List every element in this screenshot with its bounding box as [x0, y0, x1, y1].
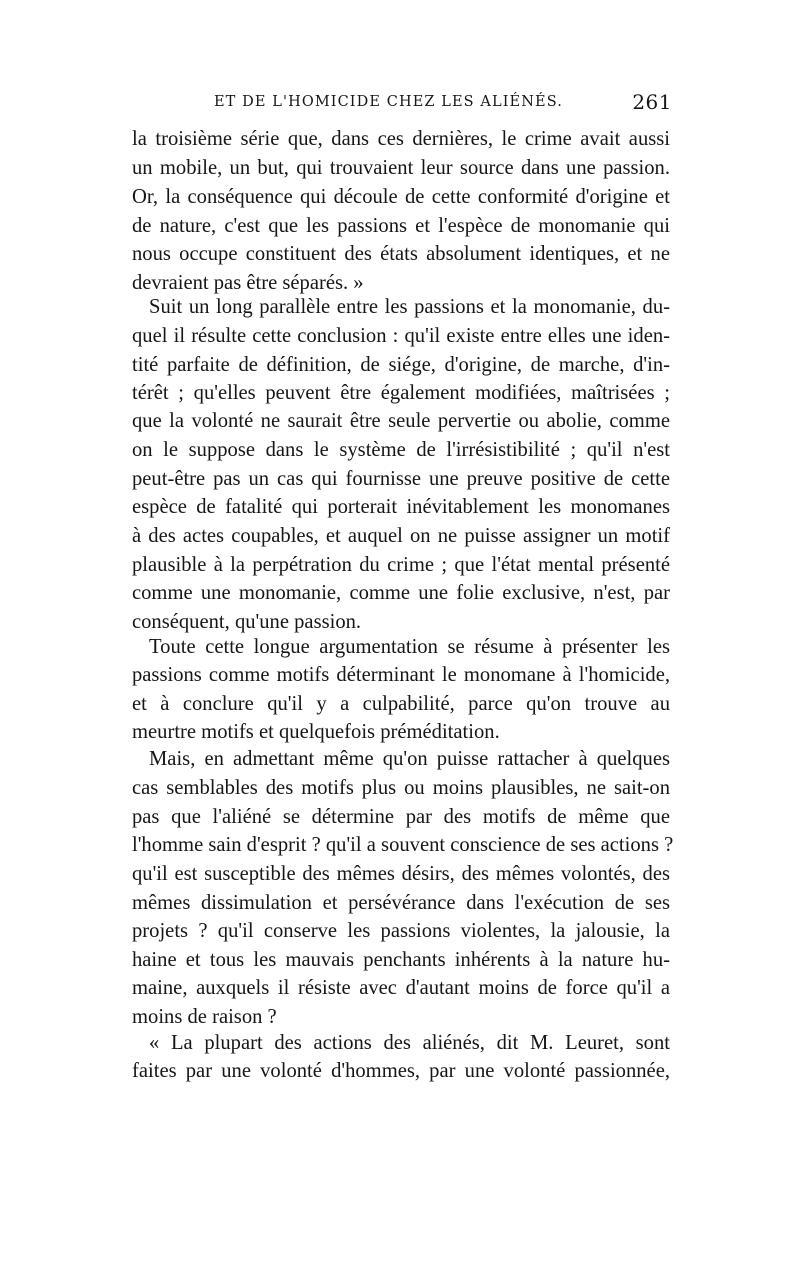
- text-line: passions comme motifs déterminant le monomane à l'homicide,: [132, 664, 670, 686]
- text-line: nous occupe constituent des états absolument identiques, et ne: [132, 243, 670, 265]
- text-line: pas que l'aliéné se détermine par des motifs de même que: [132, 806, 670, 828]
- text-line: la troisième série que, dans ces dernières, le crime avait aussi: [132, 128, 670, 150]
- text-line: l'homme sain d'esprit ? qu'il a souvent conscience de ses actions ?: [132, 834, 674, 856]
- text-line: quel il résulte cette conclusion : qu'il existe entre elles une iden-: [132, 325, 670, 347]
- paragraph-first-line: « La plupart des actions des aliénés, dit M. Leuret, sont: [149, 1032, 670, 1054]
- text-line: tité parfaite de définition, de siége, d'origine, de marche, d'in-: [132, 354, 670, 376]
- paragraph-first-line: Toute cette longue argumentation se résume à présenter les: [149, 636, 670, 658]
- text-line: maine, auxquels il résiste avec d'autant moins de force qu'il a: [132, 977, 670, 999]
- text-line: qu'il est susceptible des mêmes désirs, des mêmes volontés, des: [132, 863, 670, 885]
- text-line: haine et tous les mauvais penchants inhérents à la nature hu-: [132, 949, 670, 971]
- text-line: à des actes coupables, et auquel on ne puisse assigner un motif: [132, 525, 670, 547]
- running-title: ET DE L'HOMICIDE CHEZ LES ALIÉNÉS.: [214, 94, 563, 110]
- text-line: espèce de fatalité qui porterait inévitablement les monomanes: [132, 496, 670, 518]
- text-line: mêmes dissimulation et persévérance dans l'exécution de ses: [132, 892, 670, 914]
- text-line: peut-être pas un cas qui fournisse une preuve positive de cette: [132, 468, 670, 490]
- page-header: [132, 90, 672, 120]
- paragraph-first-line: Mais, en admettant même qu'on puisse rattacher à quelques: [149, 748, 670, 770]
- text-line: un mobile, un but, qui trouvaient leur source dans une passion.: [132, 157, 670, 179]
- text-line: de nature, c'est que les passions et l'espèce de monomanie qui: [132, 215, 670, 237]
- paragraph-first-line: Suit un long parallèle entre les passions et la monomanie, du-: [149, 296, 670, 318]
- paragraph-end-line: devraient pas être séparés. »: [132, 272, 364, 294]
- text-line: que la volonté ne saurait être seule pervertie ou abolie, comme: [132, 410, 670, 432]
- text-line: comme une monomanie, comme une folie exclusive, n'est, par: [132, 582, 670, 604]
- text-line: et à conclure qu'il y a culpabilité, parce qu'on trouve au: [132, 693, 670, 715]
- text-line: térêt ; qu'elles peuvent être également modifiées, maîtrisées ;: [132, 382, 670, 404]
- text-line: cas semblables des motifs plus ou moins plausibles, ne sait-on: [132, 777, 670, 799]
- text-line: on le suppose dans le système de l'irrésistibilité ; qu'il n'est: [132, 439, 670, 461]
- text-line: projets ? qu'il conserve les passions violentes, la jalousie, la: [132, 920, 670, 942]
- page-number: 261: [632, 90, 672, 114]
- text-line: Or, la conséquence qui découle de cette conformité d'origine et: [132, 186, 670, 208]
- paragraph-end-line: moins de raison ?: [132, 1006, 277, 1028]
- text-line: faites par une volonté d'hommes, par une volonté passionnée,: [132, 1060, 670, 1082]
- paragraph-end-line: meurtre motifs et quelquefois préméditation.: [132, 721, 500, 743]
- text-line: plausible à la perpétration du crime ; que l'état mental présenté: [132, 554, 670, 576]
- paragraph-end-line: conséquent, qu'une passion.: [132, 611, 362, 633]
